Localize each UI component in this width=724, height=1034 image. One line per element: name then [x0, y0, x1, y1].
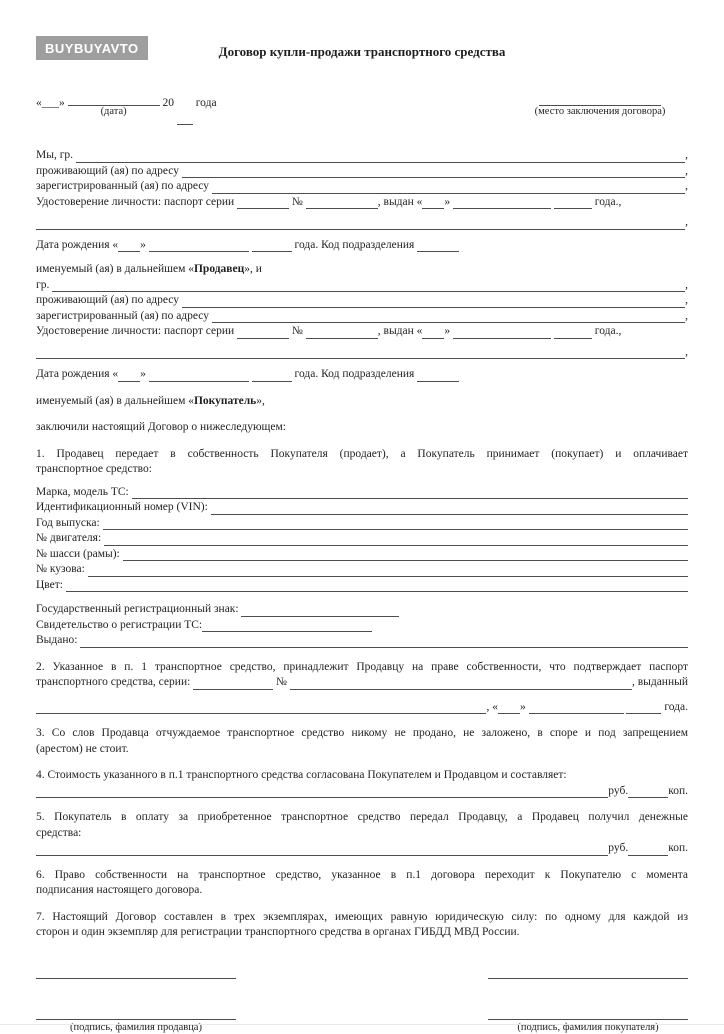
- year-prefix: 20: [162, 97, 174, 109]
- label-text: ,: [685, 180, 688, 192]
- date-blank-group: [68, 92, 160, 117]
- signature-line: [36, 965, 236, 979]
- blank-field: [212, 180, 685, 194]
- label-text-bold: Покупатель: [193, 394, 257, 407]
- label-text: транспортного средства, серии:: [36, 676, 194, 688]
- buyer-signature-caption: (подпись, фамилия покупателя): [517, 1021, 659, 1033]
- blank-field: [193, 676, 273, 690]
- blank-field: [36, 842, 608, 856]
- blank-field: [626, 700, 661, 714]
- label-text: зарегистрированный (ая) по адресу: [36, 180, 212, 192]
- spacer: [36, 715, 688, 726]
- label-text-bold: Продавец: [193, 263, 245, 275]
- label-text: , выдан «: [377, 325, 423, 337]
- label-text: »: [444, 325, 454, 337]
- form-line: [36, 578, 688, 594]
- blank-field: [290, 676, 632, 690]
- blank-field: [36, 345, 685, 359]
- form-line: [36, 195, 688, 211]
- label-text: , выданный: [631, 676, 688, 688]
- blank-field: [149, 238, 249, 252]
- blank-field: [118, 368, 140, 382]
- document-header: [36, 36, 688, 68]
- label-text: Мы, гр.: [36, 149, 76, 161]
- form-line: [36, 784, 688, 800]
- label-text: »: [519, 700, 529, 713]
- document-title: Договор купли-продажи транспортного средства: [218, 44, 506, 59]
- blank-field: [36, 784, 608, 798]
- label-text: гр.: [36, 278, 53, 291]
- blank-field: [529, 700, 624, 714]
- label-text: Удостоверение личности: паспорт серии: [36, 325, 238, 337]
- form-body: [36, 148, 688, 941]
- form-line: [36, 500, 688, 516]
- label-text: ,: [685, 278, 688, 291]
- spacer: [36, 757, 688, 768]
- blank-field: [241, 603, 399, 617]
- blank-field: [306, 195, 378, 209]
- form-line: [36, 516, 688, 532]
- label-text: Идентификационный номер (VIN):: [36, 501, 211, 513]
- paragraph-line: 5. Покупатель в оплату за приобретенное транспортное средство передал Продавцу, а Продавец получил денежные: [36, 811, 688, 823]
- form-line: [36, 179, 688, 195]
- label-text: Дата рождения «: [36, 368, 119, 380]
- label-text: Цвет:: [36, 578, 66, 591]
- spacer: [36, 383, 688, 394]
- spacer: [36, 857, 688, 868]
- blank-field: [52, 278, 685, 292]
- label-text: проживающий (ая) по адресу: [36, 294, 182, 306]
- label-text: ,: [685, 216, 688, 228]
- paragraph-line: 7. Настоящий Договор составлен в трех экземплярах, имеющих равную юридическую силу: по одному для каждой из: [36, 910, 688, 923]
- label-text: года.,: [591, 195, 622, 208]
- label-text: ,: [685, 164, 688, 177]
- label-text: № кузова:: [36, 563, 88, 575]
- label-text: Год выпуска:: [36, 516, 103, 529]
- blank-field: [182, 294, 685, 308]
- label-text: , «: [486, 700, 498, 713]
- signature-line: [36, 1006, 236, 1020]
- spacer: [36, 231, 688, 238]
- form-line: [36, 148, 688, 164]
- label-text: зарегистрированный (ая) по адресу: [36, 309, 212, 322]
- form-line: [36, 215, 688, 231]
- form-line: [36, 345, 688, 361]
- blank-field: [237, 195, 289, 209]
- label-text: Выдано:: [36, 634, 81, 646]
- paragraph-line: заключили настоящий Договор о нижеследующем:: [36, 421, 286, 433]
- form-line: [36, 164, 688, 180]
- signatures-section: [36, 965, 688, 1034]
- blank-field: [422, 325, 444, 339]
- label-text: , выдан «: [377, 195, 423, 208]
- paragraph-line: 3. Со слов Продавца отчуждаемое транспортное средство никому не продано, не заложено, в споре и под запрещением: [36, 727, 688, 739]
- seller-signature-block: [36, 965, 236, 1034]
- paragraph-line: транспортное средство:: [36, 463, 152, 475]
- blank-field: [76, 149, 685, 163]
- form-line: [36, 700, 688, 716]
- paragraph-line: 2. Указанное в п. 1 транспортное средство, принадлежит Продавцу на праве собственности, что подтверждает паспорт: [36, 660, 688, 673]
- label-text: №: [273, 676, 290, 688]
- label-text: Дата рождения «: [36, 238, 119, 251]
- blank-field: [237, 325, 289, 339]
- contract-date-row: [36, 92, 688, 126]
- blank-field: [453, 195, 551, 209]
- label-text: руб.: [608, 842, 629, 854]
- form-line: [36, 293, 688, 309]
- place-caption: (место заключения договора): [534, 106, 666, 117]
- paragraph-line: сторон и один экземпляр для регистрации транспортного средства в органах ГИБДД МВД России.: [36, 926, 520, 938]
- spacer: [36, 478, 688, 485]
- spacer: [36, 409, 688, 420]
- label-text: Удостоверение личности: паспорт серии: [36, 195, 238, 208]
- place-of-contract-group: [512, 92, 688, 126]
- paragraph-line: 4. Стоимость указанного в п.1 транспортного средства согласована Покупателем и Продавцом и составляет:: [36, 769, 567, 781]
- blank-field: [36, 700, 486, 714]
- blank-field: [104, 532, 688, 546]
- buyer-signature-block: [488, 965, 688, 1034]
- form-line: [36, 633, 688, 649]
- spacer: [36, 436, 688, 447]
- blank-field: [103, 516, 688, 530]
- form-line: [36, 278, 688, 294]
- form-line: [36, 394, 688, 410]
- form-line: [36, 324, 688, 340]
- paragraph-line: подписания настоящего договора.: [36, 884, 203, 896]
- label-text: № двигателя:: [36, 532, 105, 544]
- spacer: [36, 899, 688, 910]
- seller-signature-caption: (подпись, фамилия продавца): [70, 1021, 202, 1033]
- date-blank-field: [68, 92, 160, 106]
- form-line: [36, 602, 688, 618]
- label-text: года.: [661, 700, 688, 713]
- blank-field: [212, 309, 685, 323]
- spacer: [36, 649, 688, 660]
- label-text: года.,: [591, 325, 622, 337]
- label-text: »,: [256, 394, 265, 407]
- blank-field: [422, 195, 444, 209]
- spacer: [36, 799, 688, 810]
- blank-field: [252, 238, 292, 252]
- blank-field: [211, 501, 688, 515]
- form-line: [36, 531, 688, 547]
- year-word: года: [195, 97, 217, 109]
- label-text: именуемый (ая) в дальнейшем «: [36, 263, 194, 275]
- label-text: коп.: [668, 842, 688, 854]
- blank-field: [628, 842, 668, 856]
- blank-field: [554, 325, 592, 339]
- blank-field: [36, 216, 685, 230]
- blank-field: [498, 700, 520, 714]
- label-text: », и: [244, 263, 262, 275]
- blank-field: [118, 238, 140, 252]
- blank-field: [453, 325, 551, 339]
- blank-field: [417, 238, 459, 252]
- form-line: [36, 309, 688, 325]
- label-text: руб.: [608, 784, 629, 797]
- paragraph-line: 1. Продавец передает в собственность Покупателя (продает), а Покупатель принимает (покупает) и оплачивает: [36, 447, 688, 460]
- blank-field: [182, 164, 685, 178]
- label-text: ,: [685, 149, 688, 161]
- spacer: [36, 253, 688, 262]
- form-line: [36, 485, 688, 501]
- form-line: [36, 547, 688, 563]
- form-line: [36, 841, 688, 857]
- form-line: [36, 618, 688, 634]
- blank-field: [306, 325, 378, 339]
- blank-field: [149, 368, 249, 382]
- spacer: [36, 593, 688, 602]
- label-text: № шасси (рамы):: [36, 547, 123, 560]
- label-text: Свидетельство о регистрации ТС:: [36, 618, 203, 631]
- label-text: ,: [685, 309, 688, 322]
- form-line: [36, 238, 688, 254]
- blank-field: [252, 368, 292, 382]
- spacer: [36, 691, 688, 700]
- label-text: ,: [685, 345, 688, 358]
- blank-field: [628, 784, 668, 798]
- label-text: года. Код подразделения: [291, 368, 418, 380]
- label-text: Государственный регистрационный знак:: [36, 603, 242, 615]
- signature-line: [488, 1006, 688, 1020]
- signature-line: [488, 965, 688, 979]
- blank-field: [123, 547, 688, 561]
- paragraph-line: (арестом) не стоит.: [36, 742, 129, 755]
- label-text: ,: [685, 294, 688, 306]
- spacer: [36, 360, 688, 367]
- date-caption: (дата): [100, 106, 127, 117]
- label-text: именуемый (ая) в дальнейшем «: [36, 394, 194, 407]
- label-text: »: [140, 238, 149, 251]
- blank-field: [554, 195, 592, 209]
- paragraph-line: средства:: [36, 826, 82, 839]
- blank-field: [132, 485, 688, 499]
- blank-field: [88, 563, 688, 577]
- label-text: коп.: [668, 784, 688, 797]
- label-text: »: [140, 368, 149, 380]
- blank-field: [202, 618, 372, 632]
- form-line: [36, 675, 688, 691]
- date-fields: [36, 92, 217, 126]
- form-line: [36, 367, 688, 383]
- label-text: Марка, модель ТС:: [36, 485, 132, 498]
- label-text: проживающий (ая) по адресу: [36, 164, 182, 177]
- blank-field: [80, 634, 688, 648]
- label-text: №: [289, 195, 306, 208]
- year-blank-field: [177, 111, 193, 125]
- form-line: [36, 262, 688, 278]
- label-text: №: [289, 325, 306, 337]
- brand-logo: BUYBUYAVTO: [36, 36, 148, 60]
- label-text: »: [444, 195, 454, 208]
- blank-field: [417, 368, 459, 382]
- blank-field: [66, 578, 688, 592]
- form-line: [36, 562, 688, 578]
- paragraph-line: 6. Право собственности на транспортное средство, указанное в п.1 договора переходит к Покупателю с момента: [36, 868, 688, 881]
- place-blank-field: [539, 92, 661, 106]
- label-text: года. Код подразделения: [291, 238, 418, 251]
- date-day-quotes: «___»: [36, 97, 65, 109]
- spacer-text: [174, 97, 177, 109]
